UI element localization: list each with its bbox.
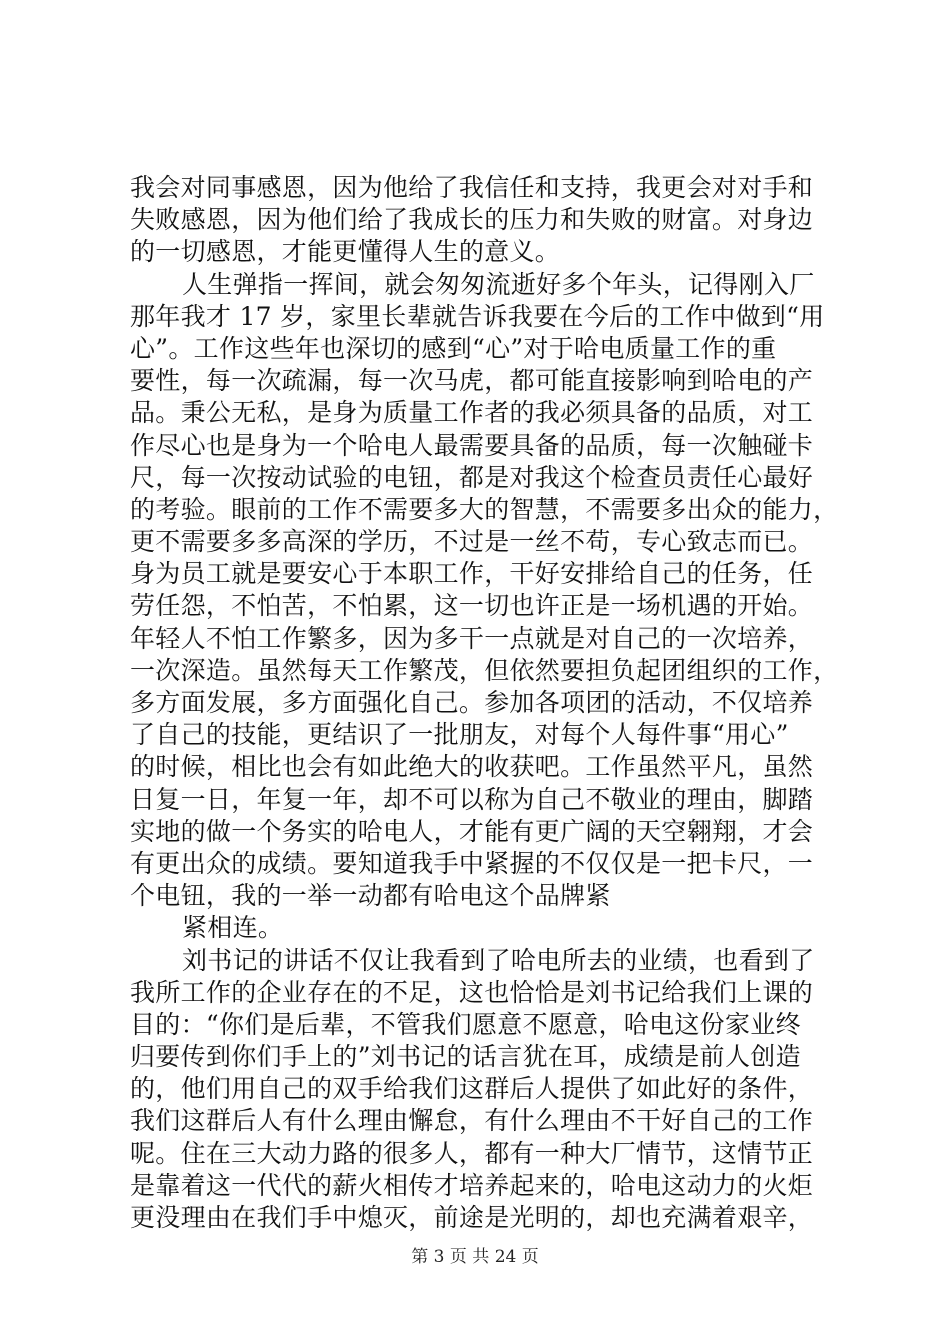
text-line: 的时候，相比也会有如此绝大的收获吧。工作虽然平凡，虽然	[130, 752, 814, 782]
text-line: 多方面发展，多方面强化自己。参加各项团的活动，不仅培养	[130, 688, 814, 717]
text-line: 身为员工就是要安心于本职工作，干好安排给自己的任务，任	[130, 559, 814, 589]
paragraph-first-line: 刘书记的讲话不仅让我看到了哈电所去的业绩，也看到了	[182, 945, 815, 975]
text-line: 一次深造。虽然每天工作繁茂，但依然要担负起团组织的工作，	[130, 655, 839, 685]
paragraph-first-line: 人生弹指一挥间，就会匆匆流逝好多个年头，记得刚入厂	[182, 269, 815, 299]
body-text	[130, 172, 839, 1234]
text-line: 那年我才 17 岁，家里长辈就告诉我要在今后的工作中做到“用	[130, 301, 825, 331]
page-number-footer: 第 3 页 共 24 页	[411, 1247, 539, 1267]
text-line: 实地的做一个务实的哈电人，才能有更广阔的天空翱翔，才会	[130, 816, 814, 846]
text-line: 日复一日，年复一年，却不可以称为自己不敬业的理由，脚踏	[130, 784, 814, 814]
text-line: 归要传到你们手上的”刘书记的话言犹在耳，成绩是前人创造	[130, 1042, 801, 1072]
text-line: 劳任怨，不怕苦，不怕累，这一切也许正是一场机遇的开始。	[130, 591, 814, 621]
text-line: 了自己的技能，更结识了一批朋友，对每个人每件事“用心”	[130, 720, 789, 750]
text-line: 呢。住在三大动力路的很多人，都有一种大厂情节，这情节正	[130, 1138, 814, 1168]
text-line: 要性，每一次疏漏，每一次马虎，都可能直接影响到哈电的产	[130, 366, 814, 396]
text-line: 更不需要多多高深的学历，不过是一丝不苟，专心致志而已。	[130, 527, 814, 557]
text-line: 我会对同事感恩，因为他给了我信任和支持，我更会对对手和	[130, 173, 814, 202]
text-line: 我所工作的企业存在的不足，这也恰恰是刘书记给我们上课的	[130, 977, 814, 1007]
paragraph-first-line: 紧相连。	[182, 913, 284, 943]
text-line: 个电钮，我的一举一动都有哈电这个品牌紧	[130, 881, 611, 911]
text-line: 年轻人不怕工作繁多，因为多干一点就是对自己的一次培养，	[130, 623, 814, 653]
text-line: 的一切感恩，才能更懂得人生的意义。	[130, 237, 561, 267]
text-line: 是靠着这一代代的薪火相传才培养起来的，哈电这动力的火炬	[130, 1170, 814, 1200]
text-line: 品。秉公无私，是身为质量工作者的我必须具备的品质，对工	[130, 398, 814, 428]
text-line: 的，他们用自己的双手给我们这群后人提供了如此好的条件，	[130, 1074, 814, 1104]
text-line: 失败感恩，因为他们给了我成长的压力和失败的财富。对身边	[130, 205, 814, 235]
text-line: 尺，每一次按动试验的电钮，都是对我这个检查员责任心最好	[130, 462, 814, 492]
text-line: 更没理由在我们手中熄灭，前途是光明的，却也充满着艰辛，	[130, 1203, 814, 1232]
text-line: 目的：“你们是后辈，不管我们愿意不愿意，哈电这份家业终	[130, 1009, 801, 1039]
text-line: 心”。工作这些年也深切的感到“心”对于哈电质量工作的重	[130, 333, 777, 363]
text-line: 有更出众的成绩。要知道我手中紧握的不仅仅是一把卡尺，一	[130, 848, 814, 878]
text-line: 我们这群后人有什么理由懈怠，有什么理由不干好自己的工作	[130, 1106, 814, 1136]
text-line: 作尽心也是身为一个哈电人最需要具备的品质，每一次触碰卡	[130, 430, 814, 460]
text-line: 的考验。眼前的工作不需要多大的智慧，不需要多出众的能力，	[130, 494, 839, 524]
